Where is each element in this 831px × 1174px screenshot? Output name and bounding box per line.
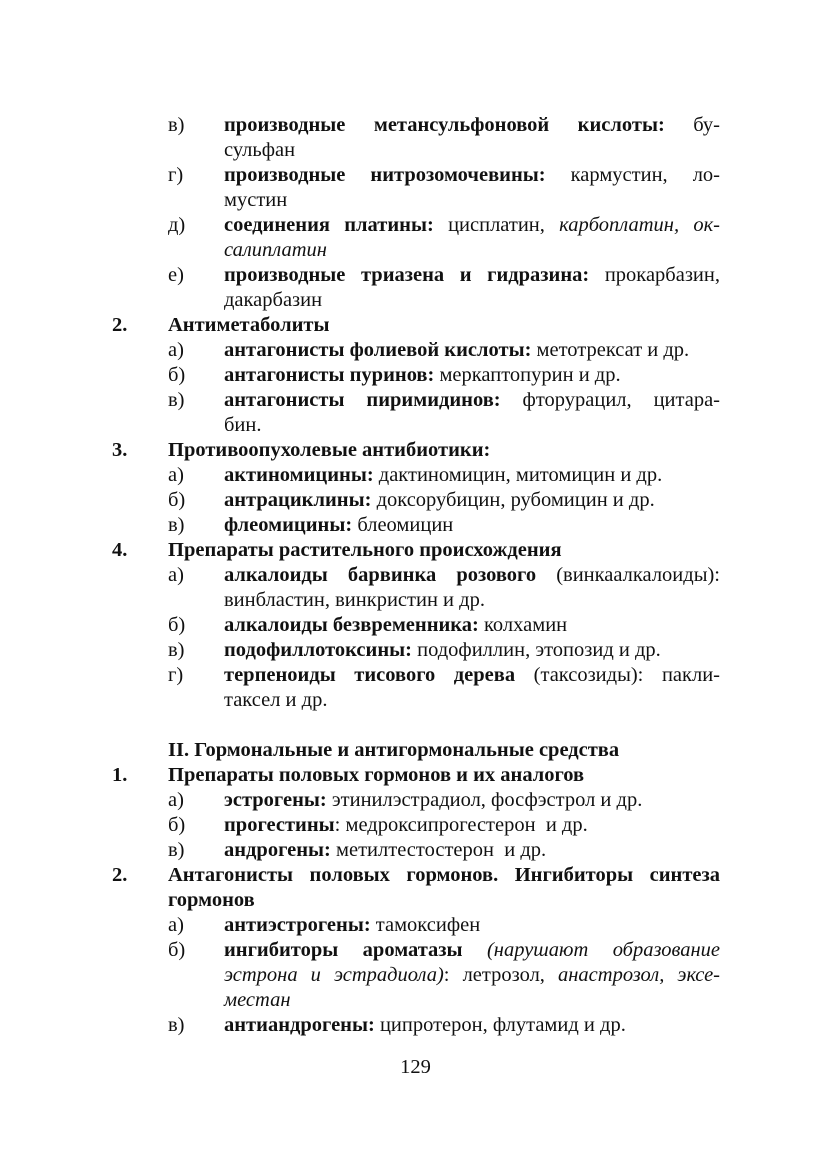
group-title: [168, 863, 720, 913]
list-item-text: [224, 813, 720, 838]
item-italic-text: эстрона и эстрадиола): [224, 964, 444, 986]
item-text: этинилэстрадиол, фосфэстрол и др.: [326, 789, 643, 811]
group-number: 2.: [112, 314, 128, 336]
item-text: метилтестостерон и др.: [330, 839, 547, 861]
term: актиномицины:: [224, 464, 374, 486]
list-item-text: [224, 363, 720, 388]
item-text-cont: мустин: [224, 189, 288, 211]
item-text: доксорубицин, рубомицин и др.: [371, 489, 655, 511]
term: антрациклины:: [224, 489, 372, 511]
list-marker: е): [168, 264, 184, 286]
item-text: кармустин, ло-: [545, 164, 720, 186]
list-marker: г): [168, 164, 184, 186]
term: антагонисты пуринов:: [224, 364, 435, 386]
term: алкалоиды безвременника:: [224, 614, 479, 636]
group-number: 4.: [112, 539, 128, 561]
term: ингибиторы ароматазы: [224, 939, 463, 961]
list-marker: д): [168, 214, 186, 236]
list-marker: г): [168, 664, 184, 686]
item-text: колхамин: [478, 614, 568, 636]
list-item-text: [224, 938, 720, 1013]
term: андрогены:: [224, 839, 331, 861]
list-item-text: [224, 563, 720, 613]
term: алкалоиды барвинка розового: [224, 564, 537, 586]
list-marker: б): [168, 364, 186, 386]
list-marker: в): [168, 839, 185, 861]
list-marker: в): [168, 114, 185, 136]
group-title: Антиметаболиты: [168, 314, 330, 336]
term: эстрогены:: [224, 789, 327, 811]
item-text: меркаптопурин и др.: [434, 364, 621, 386]
list-marker: а): [168, 464, 184, 486]
item-italic-text: местан: [224, 989, 291, 1011]
item-text: метотрексат и др.: [531, 339, 690, 361]
list-item-text: [224, 488, 720, 513]
list-item-text: [224, 1013, 720, 1038]
item-text: (винкаалкалоиды):: [536, 564, 721, 586]
term: производные метансульфоновой кислоты:: [224, 114, 665, 136]
group-title: Препараты растительного происхождения: [168, 539, 562, 561]
section-title: II. Гормональные и антигормональные средства: [168, 739, 620, 761]
term: антагонисты пиримидинов:: [224, 389, 501, 411]
item-text: тамоксифен: [370, 914, 481, 936]
item-text-cont: таксел и др.: [224, 689, 328, 711]
list-marker: в): [168, 639, 185, 661]
list-item-text: [224, 788, 720, 813]
list-item-text: [224, 913, 720, 938]
item-text: прокарбазин,: [589, 264, 720, 286]
item-text: цисплатин,: [433, 214, 560, 236]
item-italic-text: карбоплатин, ок-: [559, 214, 721, 236]
group-title: Препараты половых гормонов и их аналогов: [168, 764, 585, 786]
item-italic-text: салиплатин: [224, 239, 327, 261]
group-number: 3.: [112, 439, 128, 461]
item-text-cont: сульфан: [224, 139, 296, 161]
item-text: бу-: [664, 114, 721, 136]
item-italic-text: анастрозол, эксе-: [558, 964, 721, 986]
list-item-text: [224, 163, 720, 213]
term: терпеноиды тисового дерева: [224, 664, 516, 686]
item-italic-text: (нарушают образование: [462, 939, 720, 961]
list-item-text: [224, 113, 720, 163]
list-marker: б): [168, 814, 186, 836]
list-marker: б): [168, 939, 186, 961]
item-text: дактиномицин, митомицин и др.: [373, 464, 663, 486]
term: антагонисты фолиевой кислоты:: [224, 339, 532, 361]
list-marker: а): [168, 339, 184, 361]
list-marker: а): [168, 789, 184, 811]
term: соединения платины:: [224, 214, 434, 236]
list-item-text: [224, 838, 720, 863]
item-text-cont: винбластин, винкристин и др.: [224, 589, 485, 611]
list-marker: б): [168, 614, 186, 636]
item-text-cont: бин.: [224, 414, 262, 436]
item-text: : медроксипрогестерон и др.: [334, 814, 588, 836]
list-item-text: [224, 388, 720, 438]
term: производные нитрозомочевины:: [224, 164, 546, 186]
list-item-text: [224, 613, 720, 638]
list-item-text: [224, 638, 720, 663]
list-item-text: [224, 213, 720, 263]
term: флеомицины:: [224, 514, 353, 536]
item-text: подофиллин, этопозид и др.: [411, 639, 661, 661]
item-text-cont: дакарбазин: [224, 289, 323, 311]
list-marker: б): [168, 489, 186, 511]
term: производные триазена и гидразина:: [224, 264, 590, 286]
term: антиандрогены:: [224, 1014, 375, 1036]
list-item-text: [224, 338, 720, 363]
term: антиэстрогены:: [224, 914, 371, 936]
list-marker: в): [168, 514, 185, 536]
item-text: : летрозол,: [443, 964, 558, 986]
list-item-text: [224, 463, 720, 488]
term: подофиллотоксины:: [224, 639, 412, 661]
list-item-text: [224, 513, 720, 538]
list-item-text: [224, 663, 720, 713]
item-text: ципротерон, флутамид и др.: [374, 1014, 626, 1036]
list-marker: а): [168, 564, 184, 586]
list-marker: в): [168, 1014, 185, 1036]
term: прогестины: [224, 814, 335, 836]
list-marker: а): [168, 914, 184, 936]
group-number: 1.: [112, 764, 128, 786]
item-text: фторурацил, цитара-: [500, 389, 720, 411]
item-text: (таксозиды): пакли-: [515, 664, 720, 686]
group-number: 2.: [112, 864, 128, 886]
group-title: Противоопухолевые антибиотики:: [168, 439, 491, 461]
group-title-line: гормонов: [168, 889, 255, 911]
list-item-text: [224, 263, 720, 313]
item-text: блеомицин: [352, 514, 454, 536]
group-title-line: Антагонисты половых гормонов. Ингибиторы синтеза: [168, 864, 720, 886]
list-marker: в): [168, 389, 185, 411]
page-number: 129: [400, 1056, 431, 1078]
